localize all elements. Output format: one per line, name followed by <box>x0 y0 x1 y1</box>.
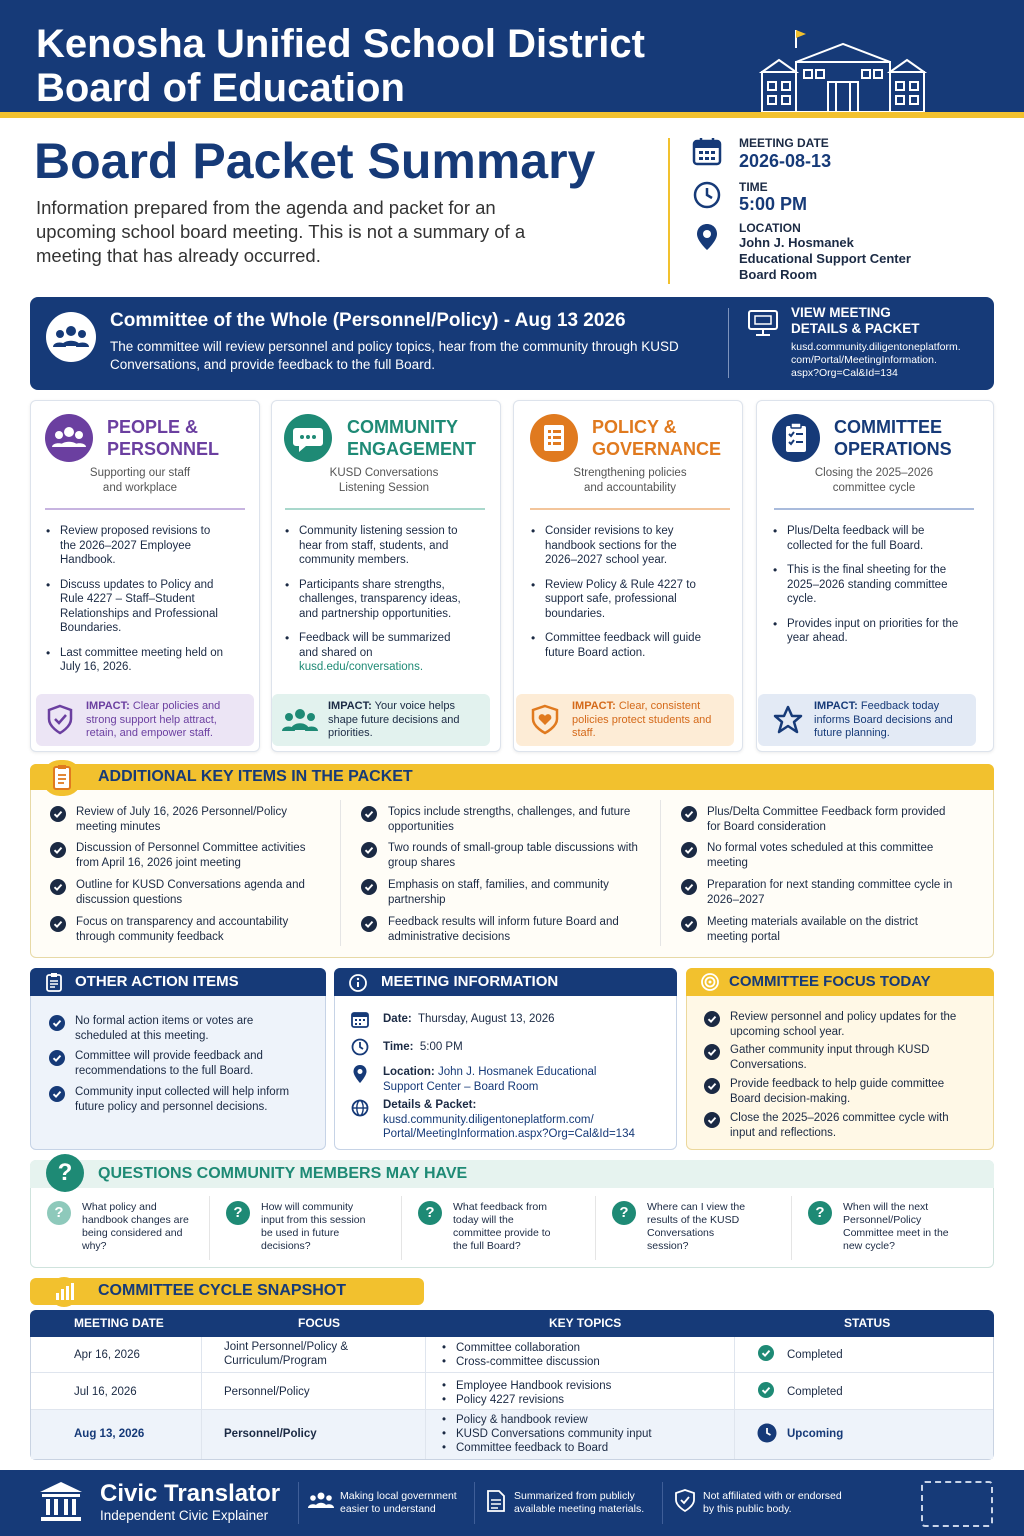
cycle-status: Completed <box>787 1386 843 1398</box>
row-separator <box>31 1372 993 1373</box>
cycle-topic-bullet: • <box>442 1414 447 1426</box>
footer-separator <box>298 1482 299 1524</box>
impact-label: IMPACT: <box>328 700 372 712</box>
additional-item: Outline for KUSD Conversations agenda and discussion questions <box>76 879 305 906</box>
calendar-icon <box>692 136 722 166</box>
district-title-line1: Kenosha Unified School District <box>36 22 645 66</box>
footer-brand: Civic Translator <box>100 1480 281 1507</box>
cycle-title: COMMITTEE CYCLE SNAPSHOT <box>98 1282 347 1299</box>
page-lead: Information prepared from the agenda and packet for an upcoming school board meeting. This is not a summary of a meeting that has already occurred. <box>36 197 526 266</box>
cycle-topic: KUSD Conversations community input <box>456 1428 652 1440</box>
question-icon: ? <box>612 1201 636 1225</box>
impact-text <box>572 700 730 741</box>
info-location-label: Location: <box>383 1066 435 1078</box>
info-time-label: Time: <box>383 1041 414 1053</box>
list-item: • Review Policy & Rule 4227 to support safe, professional boundaries. <box>531 578 711 622</box>
question-text: When will the next Personnel/Policy Committee meet in the new cycle? <box>843 1201 949 1252</box>
impact-label: IMPACT: <box>814 700 858 712</box>
card-divider <box>530 508 730 510</box>
committee-description: The committee will review personnel and policy topics, hear from the community through KUSD Conversations, and provide feedback to the full Board. <box>110 339 679 372</box>
check-circle-icon <box>681 916 697 932</box>
footer-item-1: Making local government easier to understand <box>340 1490 457 1515</box>
card-title-line2: OPERATIONS <box>834 439 952 459</box>
check-circle-icon <box>50 842 66 858</box>
question-separator <box>791 1196 792 1260</box>
check-circle-icon <box>681 879 697 895</box>
additional-item: Emphasis on staff, families, and community partnership <box>388 879 609 906</box>
clipboard-icon <box>42 760 82 796</box>
row-separator <box>31 1409 993 1410</box>
card-list <box>46 524 226 685</box>
view-details-line2: DETAILS & PACKET <box>791 321 920 336</box>
check-circle-icon <box>49 1050 65 1066</box>
cycle-topic-bullet: • <box>442 1356 447 1368</box>
clock-icon <box>757 1423 777 1443</box>
committee-title: Committee of the Whole (Personnel/Policy) - Aug 13 2026 <box>110 310 626 331</box>
card-list <box>531 524 711 670</box>
column-separator <box>734 1337 735 1459</box>
view-details-line1: VIEW MEETING <box>791 305 891 320</box>
meeting-date-label: MEETING DATE <box>739 136 829 150</box>
check-circle-icon <box>681 806 697 822</box>
info-details-link[interactable]: kusd.community.diligentoneplatform.com/ Portal/MeetingInformation.aspx?Org=Cal&Id=134 <box>383 1113 635 1140</box>
cycle-topic-bullet: • <box>442 1342 447 1354</box>
action-item: Community input collected will help inform future policy and personnel decisions. <box>75 1086 290 1113</box>
action-item: Committee will provide feedback and recommendations to the full Board. <box>75 1050 263 1077</box>
focus-title: COMMITTEE FOCUS TODAY <box>729 973 931 990</box>
packet-url-line1: kusd.community.diligentoneplatform. <box>791 341 961 353</box>
question-icon: ? <box>418 1201 442 1225</box>
group-people-icon <box>308 1490 334 1510</box>
col-header-status: STATUS <box>844 1316 891 1330</box>
location-value <box>739 235 979 283</box>
question-text: What policy and handbook changes are being considered and why? <box>82 1201 189 1252</box>
cycle-topic: Policy 4227 revisions <box>456 1394 565 1406</box>
cycle-topic: Cross-committee discussion <box>456 1356 600 1368</box>
other-actions-title: OTHER ACTION ITEMS <box>75 973 239 990</box>
footer-tagline: Independent Civic Explainer <box>100 1508 269 1523</box>
clock-icon <box>692 180 722 210</box>
packet-url-line3: aspx?Org=Cal&Id=134 <box>791 367 898 379</box>
card-title-line2: GOVERNANCE <box>592 439 722 459</box>
cycle-status: Upcoming <box>787 1428 844 1440</box>
list-item: • Provides input on priorities for the year ahead. <box>773 617 963 646</box>
star-icon <box>772 704 804 736</box>
list-item: • Consider revisions to key handbook sections for the 2026–2027 school year. <box>531 524 711 568</box>
info-date-label: Date: <box>383 1013 412 1025</box>
card-list <box>773 524 963 656</box>
list-item: • Committee feedback will guide future Board action. <box>531 631 711 660</box>
impact-text <box>86 700 244 741</box>
check-circle-icon <box>704 1112 720 1128</box>
district-title <box>36 22 736 110</box>
cycle-focus: Joint Personnel/Policy & Curriculum/Program <box>224 1341 349 1367</box>
info-date-row <box>383 1012 555 1027</box>
shield-check-icon <box>674 1489 696 1513</box>
questions-title: QUESTIONS COMMUNITY MEMBERS MAY HAVE <box>98 1165 468 1182</box>
card-subtitle-line1: Supporting our staff <box>89 467 191 479</box>
additional-item: Feedback results will inform future Board and administrative decisions <box>388 916 619 943</box>
question-icon: ? <box>808 1201 832 1225</box>
question-separator <box>401 1196 402 1260</box>
question-text: How will community input from this session be used in future decisions? <box>261 1201 366 1252</box>
additional-item: Review of July 16, 2026 Personnel/Policy meeting minutes <box>76 806 287 833</box>
clock-icon <box>351 1038 369 1056</box>
list-item: • Last committee meeting held on July 16, 2026. <box>46 646 226 675</box>
header-accent-stripe <box>0 112 1024 118</box>
card-title-line2: ENGAGEMENT <box>347 439 477 459</box>
col-header-topics: KEY TOPICS <box>549 1316 622 1330</box>
meta-divider <box>668 138 670 284</box>
list-item: • Plus/Delta feedback will be collected for the full Board. <box>773 524 963 553</box>
group-people-icon <box>46 312 96 362</box>
card-title-line1: POLICY & <box>592 417 677 437</box>
chat-bubble-icon <box>284 414 332 462</box>
additional-item: Focus on transparency and accountability through community feedback <box>76 916 289 943</box>
question-separator <box>209 1196 210 1260</box>
document-list-icon <box>530 414 578 462</box>
list-item: • Community listening session to hear from staff, students, and community members. <box>285 524 465 568</box>
question-mark-icon: ? <box>46 1154 84 1192</box>
card-subtitle-line1: Strengthening policies <box>573 467 687 479</box>
question-text: What feedback from today will the committee provide to the full Board? <box>453 1201 551 1252</box>
monitor-icon <box>747 309 779 337</box>
info-time-row <box>383 1040 463 1055</box>
card-title <box>107 416 257 460</box>
packet-url-link[interactable] <box>791 341 986 380</box>
people-icon <box>45 414 93 462</box>
check-circle-icon <box>681 842 697 858</box>
cycle-topic: Policy & handbook review <box>456 1414 588 1426</box>
district-title-line2: Board of Education <box>36 66 405 110</box>
impact-label: IMPACT: <box>86 700 130 712</box>
location-pin-icon <box>352 1064 368 1084</box>
card-title <box>592 416 742 460</box>
cycle-topic-bullet: • <box>442 1428 447 1440</box>
cycle-date: Jul 16, 2026 <box>74 1386 137 1398</box>
focus-item: Close the 2025–2026 committee cycle with input and reflections. <box>730 1112 949 1139</box>
check-circle-icon <box>50 916 66 932</box>
card-subtitle-line2: Listening Session <box>338 482 430 494</box>
question-icon: ? <box>47 1201 71 1225</box>
cycle-focus: Personnel/Policy <box>224 1386 310 1398</box>
info-location-row <box>383 1065 623 1094</box>
card-title <box>834 416 984 460</box>
impact-value: Your voice helps shape future decisions and priorities. <box>328 700 460 739</box>
info-time-value: 5:00 PM <box>419 1041 463 1053</box>
cycle-date: Aug 13, 2026 <box>74 1428 145 1440</box>
calendar-icon <box>351 1010 369 1028</box>
impact-text <box>814 700 972 741</box>
meeting-info-title: MEETING INFORMATION <box>381 973 559 990</box>
card-list <box>285 524 465 685</box>
footer-separator <box>662 1482 663 1524</box>
bar-chart-icon <box>48 1277 80 1307</box>
cycle-topic-bullet: • <box>442 1380 447 1392</box>
question-separator <box>595 1196 596 1260</box>
meeting-date-value: 2026-08-13 <box>739 151 832 171</box>
card-subtitle-line1: Closing the 2025–2026 <box>814 467 934 479</box>
list-item: • Participants share strengths, challenges, transparency ideas, and partnership opportunities. <box>285 578 465 622</box>
additional-item: Two rounds of small-group table discussions with group shares <box>388 842 638 869</box>
card-subtitle-line2: and accountability <box>583 482 677 494</box>
list-item-text: Feedback will be summarized and shared on <box>299 632 451 659</box>
col-header-date: MEETING DATE <box>74 1316 164 1330</box>
location-line2: Educational Support Center <box>739 251 911 266</box>
card-title-line2: PERSONNEL <box>107 439 220 459</box>
info-date-value: Thursday, August 13, 2026 <box>417 1013 555 1025</box>
check-circle-icon <box>361 806 377 822</box>
cycle-status: Completed <box>787 1349 843 1361</box>
info-location-value: John J. Hosmanek Educational Support Center – Board Room <box>383 1066 597 1093</box>
card-subtitle <box>774 466 974 496</box>
additional-item: Meeting materials available on the district meeting portal <box>707 916 918 943</box>
additional-item: No formal votes scheduled at this committee meeting <box>707 842 934 869</box>
clipboard-icon <box>44 972 64 992</box>
cycle-topic: Employee Handbook revisions <box>456 1380 612 1392</box>
list-item: • Review proposed revisions to the 2026–2027 Employee Handbook. <box>46 524 226 568</box>
column-separator <box>201 1337 202 1459</box>
footer-placeholder-box <box>921 1481 993 1527</box>
time-label: TIME <box>739 180 768 194</box>
additional-items-title: ADDITIONAL KEY ITEMS IN THE PACKET <box>98 768 413 785</box>
school-building-icon <box>758 26 928 116</box>
focus-item: Review personnel and policy updates for the upcoming school year. <box>730 1011 957 1038</box>
focus-item: Provide feedback to help guide committee Board decision-making. <box>730 1078 945 1105</box>
check-circle-icon <box>758 1345 774 1361</box>
cycle-topic: Committee feedback to Board <box>456 1442 609 1454</box>
card-subtitle-line2: committee cycle <box>832 482 916 494</box>
location-label: LOCATION <box>739 221 801 235</box>
location-pin-icon <box>692 222 722 252</box>
footer-item-3: Not affiliated with or endorsed by this public body. <box>703 1490 842 1515</box>
list-item <box>285 631 465 675</box>
question-text: Where can I view the results of the KUSD Conversations session? <box>647 1201 746 1252</box>
card-subtitle <box>284 466 484 496</box>
location-line1: John J. Hosmanek <box>739 235 854 250</box>
check-circle-icon <box>49 1015 65 1031</box>
location-line3: Board Room <box>739 267 817 282</box>
card-title-line1: COMMITTEE <box>834 417 942 437</box>
card-subtitle <box>40 466 240 496</box>
impact-value: Clear, consistent policies protect students and staff. <box>572 700 712 739</box>
banner-divider <box>728 308 729 378</box>
globe-icon <box>351 1099 369 1117</box>
impact-value: Feedback today informs Board decisions and future planning. <box>814 700 953 739</box>
shield-check-icon <box>46 704 74 736</box>
group-people-icon <box>282 706 318 734</box>
additional-item: Topics include strengths, challenges, and future opportunities <box>388 806 631 833</box>
additional-item: Plus/Delta Committee Feedback form provided for Board consideration <box>707 806 946 833</box>
cycle-topic-bullet: • <box>442 1442 447 1454</box>
card-divider <box>774 508 974 510</box>
card-subtitle-line1: KUSD Conversations <box>329 467 439 479</box>
column-separator <box>660 800 661 946</box>
info-details-row <box>383 1098 663 1142</box>
conversations-link[interactable]: kusd.edu/conversations. <box>299 661 424 673</box>
impact-value: Clear policies and strong support help attract, retain, and empower staff. <box>86 700 221 739</box>
column-separator <box>425 1337 426 1459</box>
document-icon <box>486 1489 506 1513</box>
footer-separator <box>474 1482 475 1524</box>
card-title-line1: COMMUNITY <box>347 417 458 437</box>
target-icon <box>700 972 720 992</box>
list-item: • This is the final sheeting for the 2025–2026 standing committee cycle. <box>773 563 963 607</box>
cycle-topic-bullet: • <box>442 1394 447 1406</box>
clipboard-check-icon <box>772 414 820 462</box>
check-circle-icon <box>704 1044 720 1060</box>
check-circle-icon <box>704 1078 720 1094</box>
time-value: 5:00 PM <box>739 194 808 214</box>
focus-item: Gather community input through KUSD Conversations. <box>730 1044 930 1071</box>
check-circle-icon <box>361 879 377 895</box>
courthouse-icon <box>38 1480 84 1524</box>
check-circle-icon <box>361 916 377 932</box>
page-title: Board Packet Summary <box>34 133 596 189</box>
cycle-focus: Personnel/Policy <box>224 1428 317 1440</box>
card-title-line1: PEOPLE & <box>107 417 199 437</box>
card-subtitle <box>530 466 730 496</box>
info-details-label: Details & Packet: <box>383 1099 477 1111</box>
list-item: • Discuss updates to Policy and Rule 4227 – Staff–Student Relationships and Professional Boundaries. <box>46 578 226 636</box>
column-separator <box>340 800 341 946</box>
card-title <box>347 416 497 460</box>
check-circle-icon <box>361 842 377 858</box>
col-header-focus: FOCUS <box>298 1316 340 1330</box>
additional-item: Discussion of Personnel Committee activities from April 16, 2026 joint meeting <box>76 842 306 869</box>
shield-heart-icon <box>530 704 560 736</box>
check-circle-icon <box>758 1382 774 1398</box>
info-icon <box>348 973 368 993</box>
check-circle-icon <box>704 1011 720 1027</box>
footer-item-2: Summarized from publicly available meeting materials. <box>514 1490 645 1515</box>
cycle-date: Apr 16, 2026 <box>74 1349 140 1361</box>
impact-label: IMPACT: <box>572 700 616 712</box>
card-subtitle-line2: and workplace <box>102 482 178 494</box>
check-circle-icon <box>50 806 66 822</box>
view-details-link[interactable] <box>791 305 951 337</box>
packet-url-line2: com/Portal/MeetingInformation. <box>791 354 937 366</box>
card-divider <box>285 508 485 510</box>
check-circle-icon <box>50 879 66 895</box>
cycle-topic: Committee collaboration <box>456 1342 581 1354</box>
check-circle-icon <box>49 1086 65 1102</box>
impact-text <box>328 700 486 741</box>
action-item: No formal action items or votes are scheduled at this meeting. <box>75 1015 254 1042</box>
question-icon: ? <box>226 1201 250 1225</box>
card-divider <box>45 508 245 510</box>
additional-item: Preparation for next standing committee cycle in 2026–2027 <box>707 879 953 906</box>
